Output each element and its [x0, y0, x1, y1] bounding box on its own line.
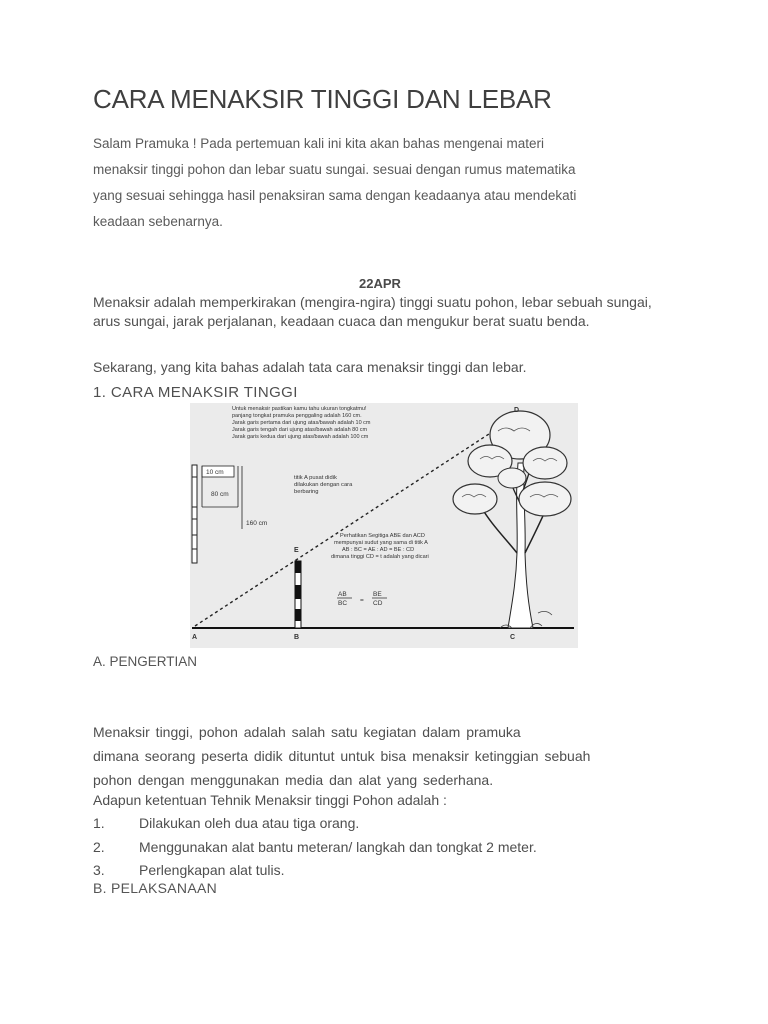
pengertian-line: dimana seorang peserta didik dituntut untuk bisa menaksir ketinggian sebuah	[93, 748, 591, 764]
figure-note: Jarak garis pertama dari ujung atas/bawah adalah 10 cm	[232, 420, 371, 426]
intro-paragraph	[93, 131, 663, 235]
point-label-e: E	[294, 547, 299, 554]
intro-line: menaksir tinggi pohon dan lebar suatu sungai. sesuai dengan rumus matematika	[93, 162, 576, 177]
stick-label-160cm: 160 cm	[246, 520, 268, 527]
stick-label-10cm: 10 cm	[206, 469, 224, 476]
ratio-equals: =	[360, 597, 364, 604]
stick-label-80cm: 80 cm	[211, 491, 229, 498]
sight-line	[195, 415, 518, 626]
triangle-note: AB : BC = AE : AD = BE : CD	[342, 547, 415, 553]
list-item-text: Perlengkapan alat tulis.	[139, 862, 285, 878]
list-item	[93, 839, 537, 863]
intro-line: Salam Pramuka ! Pada pertemuan kali ini kita akan bahas mengenai materi	[93, 136, 544, 151]
ratio-left-den: BC	[338, 600, 348, 607]
section-a-heading: A. PENGERTIAN	[93, 654, 198, 669]
ratio-right-num: BE	[373, 591, 382, 598]
pengertian-line: pohon dengan menggunakan media dan alat yang sederhana.	[93, 772, 494, 788]
list-item-text: Dilakukan oleh dua atau tiga orang.	[139, 815, 360, 831]
pengertian-line: Menaksir tinggi, pohon adalah salah satu kegiatan dalam pramuka	[93, 724, 521, 740]
measuring-stick	[192, 465, 242, 563]
figure-note: Jarak garis tengah dari ujung atas/bawah adalah 80 cm	[232, 427, 368, 433]
pengertian-paragraph	[93, 720, 673, 792]
intro-line: keadaan sebenarnya.	[93, 214, 223, 229]
point-label-c: C	[510, 634, 516, 641]
ketentuan-list	[93, 815, 537, 886]
topic-paragraph: Sekarang, yang kita bahas adalah tata cara menaksir tinggi dan lebar.	[93, 359, 527, 375]
tree-height-diagram	[190, 403, 578, 648]
list-item-number: 3.	[93, 862, 105, 878]
list-item	[93, 815, 537, 839]
tree-illustration	[453, 411, 571, 628]
observer-note: berbaring	[294, 489, 319, 495]
triangle-note: Perhatikan Segitiga ABE dan ACD	[340, 533, 425, 539]
triangle-note: dimana tinggi CD = t adalah yang dicari	[331, 554, 429, 560]
ratio-left-num: AB	[338, 591, 347, 598]
figure-note: panjang tongkat pramuka penggaling adalah 160 cm.	[232, 413, 362, 419]
list-item-number: 2.	[93, 838, 105, 855]
definition-paragraph: Menaksir adalah memperkirakan (mengira-ngira) tinggi suatu pohon, lebar sebuah sungai, arus sungai, jarak perjalanan, keadaan cuaca dan mengukur berat suatu benda.	[93, 294, 652, 329]
figure-note: Jarak garis kedua dari ujung atas/bawah adalah 100 cm	[232, 434, 369, 440]
diagram-svg	[190, 403, 578, 648]
section-1-heading: 1. CARA MENAKSIR TINGGI	[93, 384, 298, 401]
post-date: 22APR	[359, 276, 401, 291]
stick-at-b	[295, 561, 301, 628]
ratio-formula	[337, 591, 387, 607]
page-title: CARA MENAKSIR TINGGI DAN LEBAR	[93, 84, 552, 114]
intro-line: yang sesuai sehingga hasil penaksiran sama dengan keadaanya atau mendekati	[93, 188, 577, 203]
point-label-b: B	[294, 634, 300, 641]
point-label-d: D	[514, 407, 520, 414]
triangle-note: mempunyai sudut yang sama di titik A	[334, 540, 428, 546]
point-label-a: A	[192, 634, 198, 641]
list-item-number: 1.	[93, 815, 105, 831]
list-item-text: Menggunakan alat bantu meteran/ langkah dan tongkat 2 meter.	[139, 838, 537, 855]
section-b-heading: B. PELAKSANAAN	[93, 880, 218, 896]
figure-note: Untuk menaksir pastikan kamu tahu ukuran tongkatmu!	[232, 406, 367, 412]
ketentuan-lead: Adapun ketentuan Tehnik Menaksir tinggi Pohon adalah :	[93, 792, 447, 808]
observer-note: dilakukan dengan cara	[294, 482, 353, 488]
observer-note: titik A pusat didik	[294, 475, 337, 481]
ratio-right-den: CD	[373, 600, 383, 607]
